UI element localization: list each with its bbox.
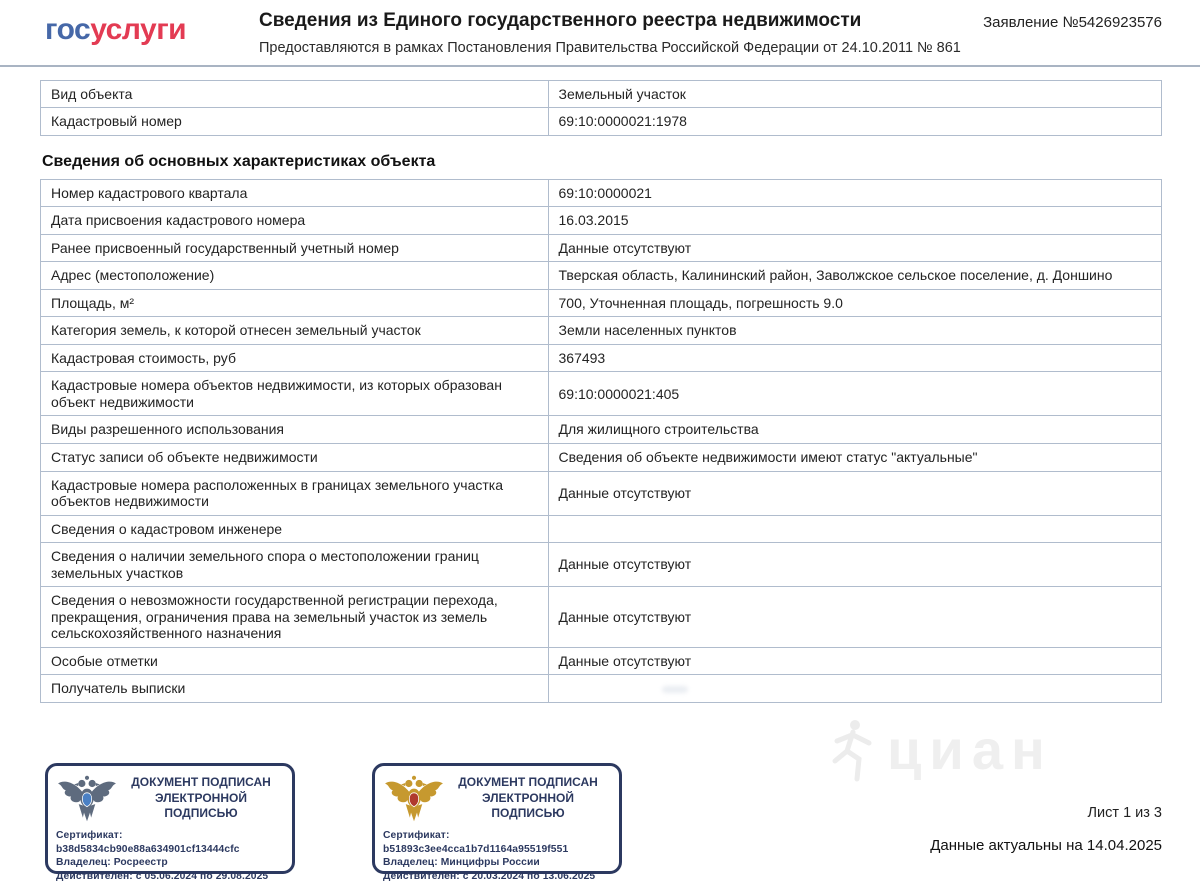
table-row — [41, 80, 1162, 108]
document-header — [0, 0, 1200, 65]
row-label: Статус записи об объекте недвижимости — [41, 443, 549, 471]
row-value: Сведения об объекте недвижимости имеют статус "актуальные" — [548, 443, 1162, 471]
table-row — [41, 587, 1162, 648]
stamp-certificate: Сертификат: b38d5834cb90e88a634901cf13444cfc — [56, 829, 240, 855]
logo-part-blue: гос — [45, 13, 91, 46]
stamp-top — [383, 772, 611, 826]
signature-stamp-mincifry — [372, 763, 622, 883]
stamp-validity: Действителен: с 05.06.2024 по 29.08.2025 — [56, 871, 269, 883]
row-label: Площадь, м² — [41, 289, 549, 317]
row-label: Кадастровая стоимость, руб — [41, 344, 549, 372]
stamp-title: ДОКУМЕНТ ПОДПИСАН ЭЛЕКТРОННОЙ ПОДПИСЬЮ — [458, 775, 598, 821]
table-row — [41, 317, 1162, 345]
row-value: Данные отсутствуют — [548, 234, 1162, 262]
table-row — [41, 443, 1162, 471]
document-body — [40, 80, 1162, 703]
stamp-validity: Действителен: с 20.03.2024 по 13.06.2025 — [383, 871, 596, 883]
table-row — [41, 108, 1162, 136]
row-label: Сведения о невозможности государственной регистрации перехода, прекращения, ограничения права на земельный участок из земель сельскохозяйственного назначения — [41, 587, 549, 648]
row-label: Сведения о наличии земельного спора о местоположении границ земельных участков — [41, 543, 549, 587]
row-value: Данные отсутствуют — [548, 647, 1162, 675]
row-value: 69:10:0000021:1978 — [548, 108, 1162, 136]
row-label: Кадастровые номера расположенных в границах земельного участка объектов недвижимости — [41, 471, 549, 515]
row-value: Тверская область, Калининский район, Заволжское сельское поселение, д. Доншино — [548, 262, 1162, 290]
row-value: 69:10:0000021 — [548, 179, 1162, 207]
redacted-value-blur — [662, 686, 688, 693]
row-label: Номер кадастрового квартала — [41, 179, 549, 207]
table-row — [41, 543, 1162, 587]
signature-stamp-rosreestr — [45, 763, 295, 883]
row-value: Для жилищного строительства — [548, 416, 1162, 444]
gosuslugi-logo — [45, 10, 217, 50]
logo-part-red: услуги — [90, 13, 187, 46]
row-value: Данные отсутствуют — [548, 543, 1162, 587]
stamp-details — [383, 829, 611, 885]
rosreestr-double-eagle-icon — [56, 772, 118, 826]
row-value — [548, 675, 1162, 703]
table-row — [41, 372, 1162, 416]
stamp-top — [56, 772, 284, 826]
stamp-owner: Владелец: Росреестр — [56, 857, 168, 869]
section-heading: Сведения об основных характеристиках объекта — [42, 152, 436, 170]
row-value: Земельный участок — [548, 80, 1162, 108]
application-number: Заявление №5426923576 — [983, 14, 1162, 31]
document-footer — [45, 703, 1162, 889]
stamp-certificate: Сертификат: b51893c3ee4cca1b7d1164a95519f551 — [383, 829, 569, 855]
row-label: Сведения о кадастровом инженере — [41, 515, 549, 543]
stamp-owner: Владелец: Минцифры России — [383, 857, 540, 869]
table-row — [41, 471, 1162, 515]
row-label: Категория земель, к которой отнесен земельный участок — [41, 317, 549, 345]
table-row — [41, 289, 1162, 317]
row-label: Вид объекта — [41, 80, 549, 108]
stamp-title: ДОКУМЕНТ ПОДПИСАН ЭЛЕКТРОННОЙ ПОДПИСЬЮ — [131, 775, 271, 821]
row-value: 69:10:0000021:405 — [548, 372, 1162, 416]
row-value: 367493 — [548, 344, 1162, 372]
row-value — [548, 515, 1162, 543]
row-value: 700, Уточненная площадь, погрешность 9.0 — [548, 289, 1162, 317]
main-characteristics-table — [40, 179, 1162, 703]
row-label: Кадастровый номер — [41, 108, 549, 136]
page-number: Лист 1 из 3 — [1087, 804, 1162, 821]
page-title: Сведения из Единого государственного реестра недвижимости — [259, 10, 862, 31]
row-value: Данные отсутствуют — [548, 471, 1162, 515]
object-summary-table — [40, 80, 1162, 136]
header-title-block — [259, 10, 963, 56]
page-subtitle: Предоставляются в рамках Постановления Правительства Российской Федерации от 24.10.2011 № 861 — [259, 39, 961, 56]
russia-coat-of-arms-eagle-icon — [383, 772, 445, 826]
table-row — [41, 344, 1162, 372]
table-row — [41, 647, 1162, 675]
stamp-details — [56, 829, 284, 885]
row-label: Особые отметки — [41, 647, 549, 675]
row-value: Данные отсутствуют — [548, 587, 1162, 648]
watermark-text: циан — [887, 718, 1053, 782]
row-value: Земли населенных пунктов — [548, 317, 1162, 345]
row-label: Ранее присвоенный государственный учетный номер — [41, 234, 549, 262]
data-actuality-date: Данные актуальны на 14.04.2025 — [930, 836, 1162, 854]
table-row — [41, 234, 1162, 262]
table-row — [41, 515, 1162, 543]
row-label: Виды разрешенного использования — [41, 416, 549, 444]
table-row — [41, 416, 1162, 444]
row-label: Кадастровые номера объектов недвижимости, из которых образован объект недвижимости — [41, 372, 549, 416]
row-value: 16.03.2015 — [548, 207, 1162, 235]
header-divider — [0, 65, 1200, 67]
table-row — [41, 262, 1162, 290]
row-label: Дата присвоения кадастрового номера — [41, 207, 549, 235]
row-label: Адрес (местоположение) — [41, 262, 549, 290]
table-row — [41, 207, 1162, 235]
row-label: Получатель выписки — [41, 675, 549, 703]
table-row — [41, 179, 1162, 207]
table-row — [41, 675, 1162, 703]
